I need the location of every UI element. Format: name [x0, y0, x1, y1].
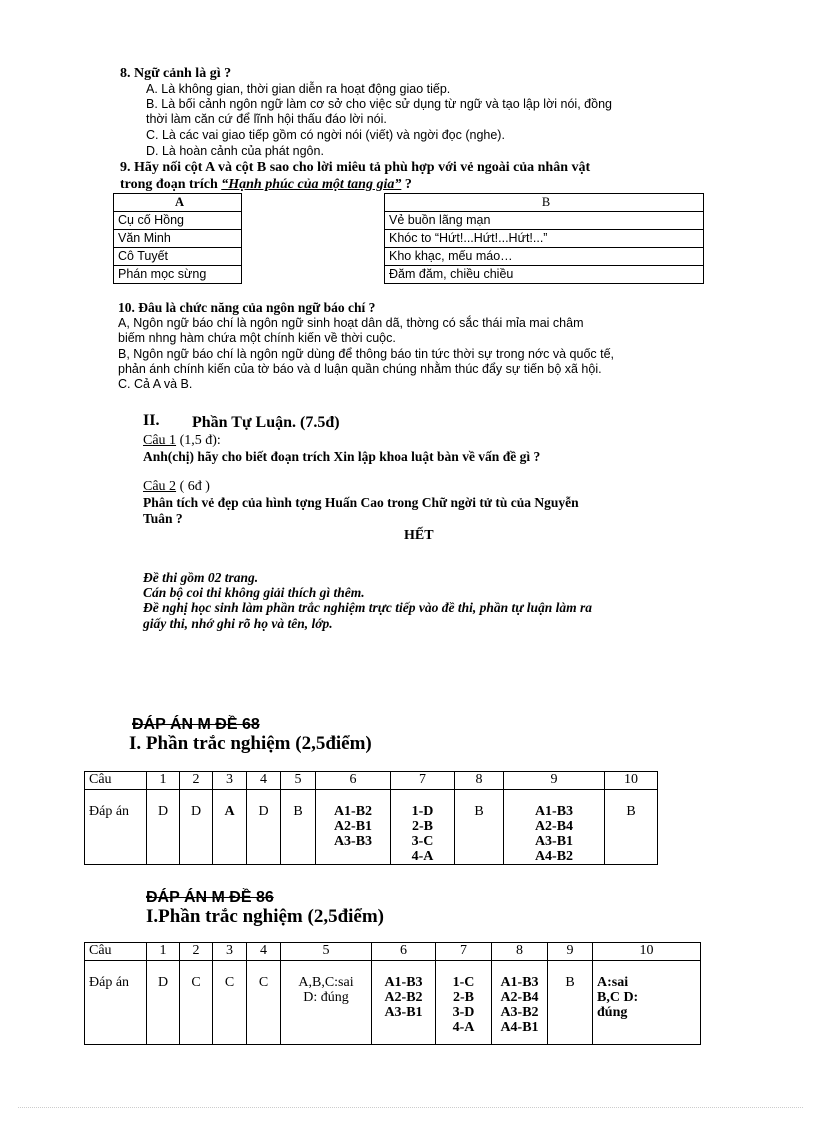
q9-b-item: Kho khạc, mếu máo…	[385, 248, 704, 266]
q9-b-item: Vẻ buồn lãng mạn	[385, 212, 704, 230]
q9-b-item: Đăm đăm, chiều chiều	[385, 266, 704, 284]
note-instruction-line2: giấy thi, nhớ ghi rõ họ và tên, lớp.	[143, 616, 333, 631]
answer-cell: C	[213, 961, 247, 1045]
header-cell: 2	[180, 943, 213, 961]
q9-question-line1: 9. Hãy nối cột A và cột B sao cho lời miêu tả phù hợp với vẻ ngoài của nhân vật	[120, 160, 591, 175]
answer-cell: D	[147, 790, 180, 865]
answer-cell: B	[548, 961, 593, 1045]
answer-cell: B	[281, 790, 316, 865]
answer-key-68-table	[84, 771, 658, 865]
header-cell: 3	[213, 943, 247, 961]
q9-story-title: “Hạnh phúc của một tang gia”	[221, 177, 402, 192]
header-cell: Câu	[85, 772, 147, 790]
q9-a-item: Cô Tuyết	[114, 248, 242, 266]
q9-prefix: trong đoạn trích	[120, 177, 222, 192]
q9-col-b-header: B	[385, 194, 704, 212]
header-cell: 2	[180, 772, 213, 790]
q8-option-b-line1: B. Là bối cảnh ngôn ngữ làm cơ sở cho việc sử dụng từ ngữ và tạo lập lời nói, đồng	[146, 97, 612, 111]
header-cell: 5	[281, 772, 316, 790]
end-marker: HẾT	[404, 528, 434, 543]
q8-option-d: D. Là hoàn cảnh của phát ngôn.	[146, 144, 324, 158]
header-cell: 10	[605, 772, 658, 790]
part2-title: Phần Tự Luận. (7.5đ)	[192, 414, 340, 431]
q10-option-b-line1: B, Ngôn ngữ báo chí là ngôn ngữ dùng để thông báo tin tức thời sự trong nớc và quốc tế,	[118, 347, 615, 361]
q10-question: 10. Đâu là chức năng của ngôn ngữ báo chí ?	[118, 300, 376, 315]
q10-option-a-line2: biếm nhng hàm chứa một chính kiến về thời cuộc.	[118, 331, 396, 345]
question2-text-line2: Tuân ?	[143, 511, 183, 526]
q9-gap-column	[242, 194, 385, 284]
header-cell: 10	[593, 943, 701, 961]
answer-cell: B	[605, 790, 658, 865]
q9-b-item: Khóc to “Hứt!...Hứt!...Hứt!...”	[385, 230, 704, 248]
q10-option-b-line2: phản ánh chính kiến của tờ báo và d luận quần chúng nhằm thúc đẩy sự tiến bộ xã hội.	[118, 362, 602, 376]
q9-suffix: ?	[401, 177, 412, 192]
header-cell: 1	[147, 772, 180, 790]
header-cell: 7	[436, 943, 492, 961]
q9-question-line2	[120, 177, 412, 193]
row-label: Đáp án	[85, 790, 147, 865]
answer-cell: D	[147, 961, 180, 1045]
q9-a-item: Văn Minh	[114, 230, 242, 248]
answer-key-86-title: ĐÁP ÁN M ĐỀ 86	[146, 889, 274, 906]
q10-option-c: C. Cả A và B.	[118, 377, 193, 391]
question2-text-line1: Phân tích vẻ đẹp của hình tợng Huấn Cao trong Chữ ngời tử tù của Nguyễn	[143, 495, 579, 510]
q9-a-item: Cụ cố Hồng	[114, 212, 242, 230]
answer-key-86-subtitle: I.Phần trắc nghiệm (2,5điểm)	[146, 906, 385, 927]
q8-option-a: A. Là không gian, thời gian diễn ra hoạt động giao tiếp.	[146, 82, 451, 96]
header-cell: 1	[147, 943, 180, 961]
answer-cell: C	[180, 961, 213, 1045]
answer-cell: A	[213, 790, 247, 865]
header-cell: 4	[247, 943, 281, 961]
answer-key-68-subtitle: I. Phần trắc nghiệm (2,5điểm)	[129, 733, 372, 754]
header-cell: 8	[455, 772, 504, 790]
note-proctor: Cán bộ coi thi không giải thích gì thêm.	[143, 585, 365, 600]
question1-points: (1,5 đ):	[176, 433, 221, 448]
answer-cell: B	[455, 790, 504, 865]
q8-option-c: C. Là các vai giao tiếp gồm có ngời nói (viết) và ngời đọc (nghe).	[146, 128, 505, 142]
header-cell: 7	[391, 772, 455, 790]
header-cell: Câu	[85, 943, 147, 961]
answer-cell: D	[247, 790, 281, 865]
header-cell: 4	[247, 772, 281, 790]
header-cell: 8	[492, 943, 548, 961]
question1-label: Câu 1	[143, 433, 177, 448]
answer-key-68-title: ĐÁP ÁN M ĐỀ 68	[132, 716, 260, 733]
answer-cell: D	[180, 790, 213, 865]
header-cell: 9	[548, 943, 593, 961]
question2-points: ( 6đ )	[176, 479, 210, 494]
page-bottom-edge	[18, 1107, 803, 1108]
part2-question2-header	[143, 479, 210, 495]
q9-a-item: Phán mọc sừng	[114, 266, 242, 284]
answer-cell: A1-B3 A2-B4 A3-B2 A4-B1	[492, 961, 548, 1045]
q8-question: 8. Ngữ cảnh là gì ?	[120, 66, 232, 81]
part2-numeral: II.	[143, 412, 160, 429]
note-instruction-line1: Đề nghị học sinh làm phần trắc nghiệm trực tiếp vào đề thi, phần tự luận làm ra	[143, 600, 593, 615]
answer-cell: A:sai B,C D: đúng	[593, 961, 701, 1045]
question2-label: Câu 2	[143, 479, 177, 494]
header-cell: 9	[504, 772, 605, 790]
q9-matching-table	[113, 193, 704, 284]
answer-cell: 1-D 2-B 3-C 4-A	[391, 790, 455, 865]
header-cell: 6	[372, 943, 436, 961]
header-cell: 6	[316, 772, 391, 790]
q10-option-a-line1: A, Ngôn ngữ báo chí là ngôn ngữ sinh hoạt dân dã, thờng có sắc thái mỉa mai châm	[118, 316, 584, 330]
note-pages: Đề thi gồm 02 trang.	[143, 570, 259, 585]
answer-cell: 1-C 2-B 3-D 4-A	[436, 961, 492, 1045]
answer-cell: C	[247, 961, 281, 1045]
q9-col-a-header: A	[114, 194, 242, 212]
header-cell: 5	[281, 943, 372, 961]
q8-option-b-line2: thời làm căn cứ để lĩnh hội thấu đáo lời nói.	[146, 112, 387, 126]
answer-cell: A1-B3 A2-B2 A3-B1	[372, 961, 436, 1045]
answer-cell: A,B,C:sai D: đúng	[281, 961, 372, 1045]
row-label: Đáp án	[85, 961, 147, 1045]
part2-question1-header	[143, 433, 221, 449]
header-cell: 3	[213, 772, 247, 790]
answer-key-86-table	[84, 942, 701, 1045]
answer-cell: A1-B2 A2-B1 A3-B3	[316, 790, 391, 865]
question1-text: Anh(chị) hãy cho biết đoạn trích Xin lập khoa luật bàn về vấn đề gì ?	[143, 449, 541, 464]
answer-cell: A1-B3 A2-B4 A3-B1 A4-B2	[504, 790, 605, 865]
